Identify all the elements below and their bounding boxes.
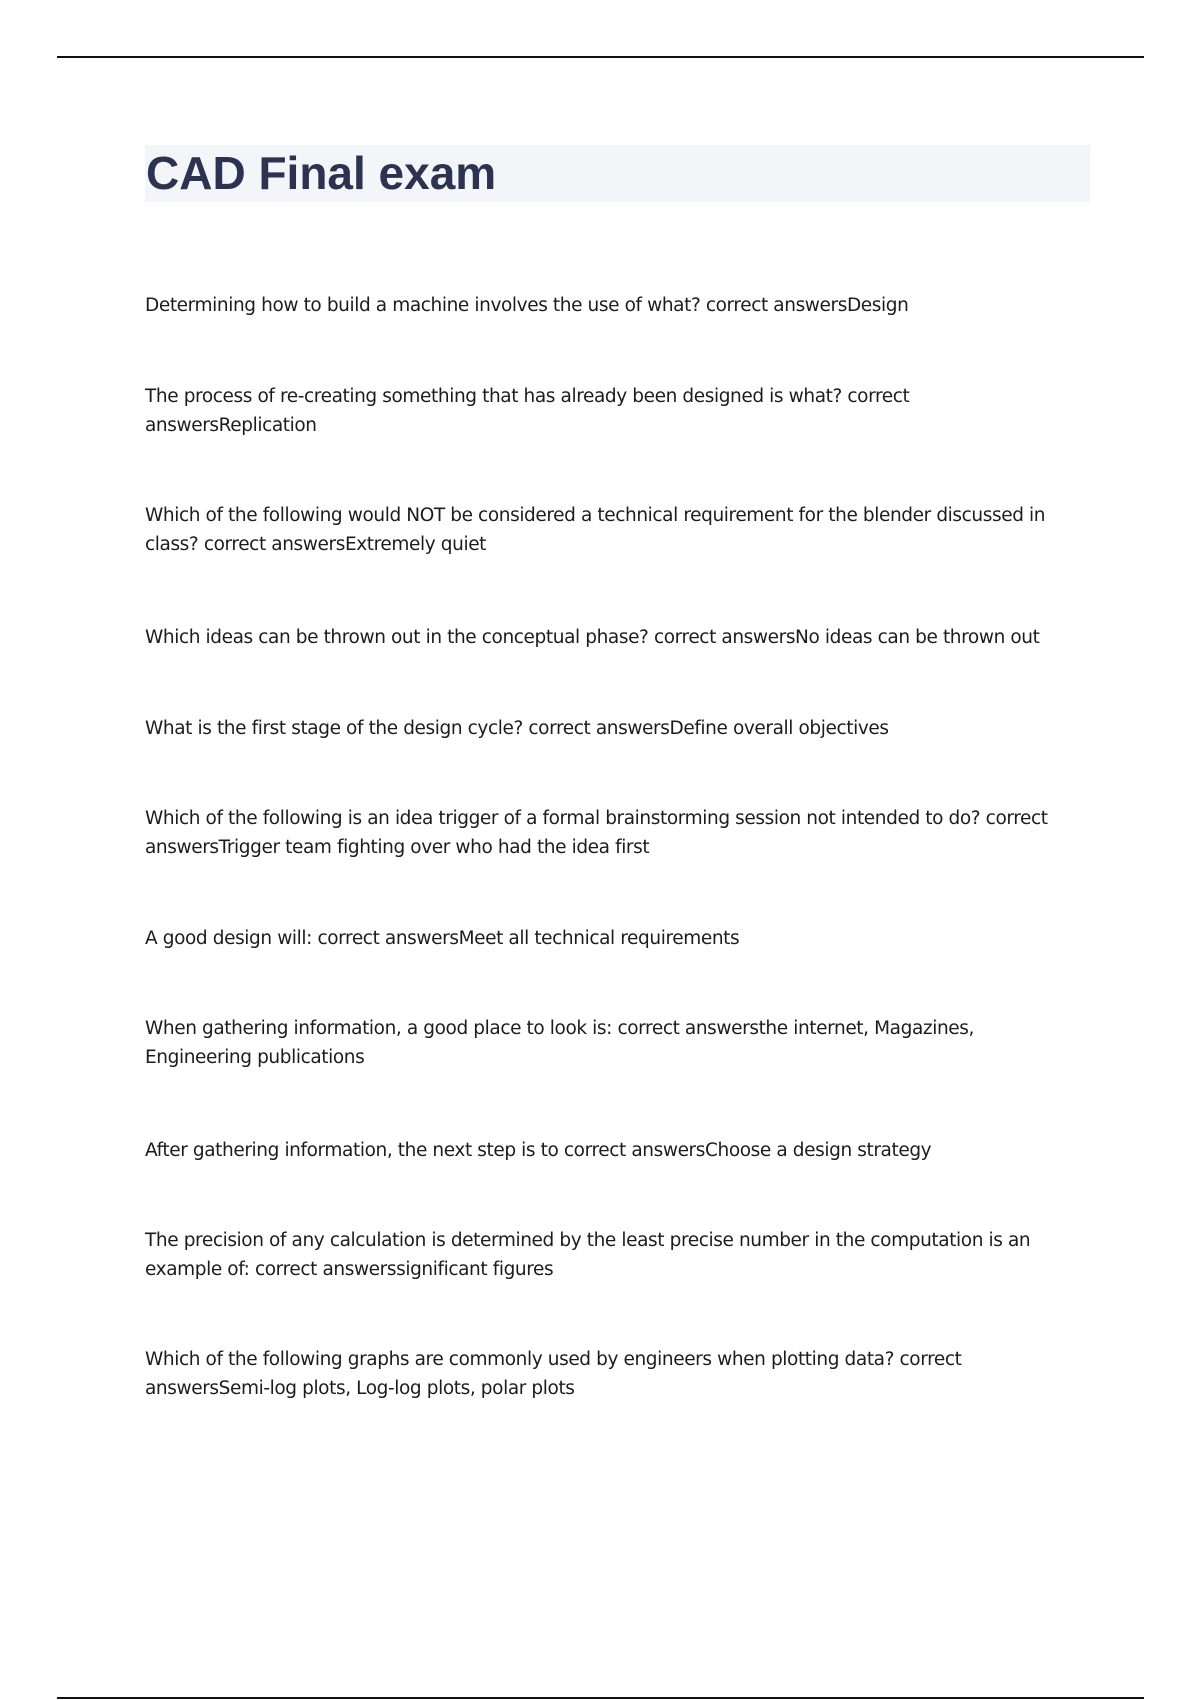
qa-item-6: Which of the following is an idea trigger of a formal brainstorming session not intended to do? correct answersTrigger team fighting over who had the idea first <box>145 808 1048 858</box>
qa-item-5: What is the first stage of the design cycle? correct answersDefine overall objectives <box>145 718 889 739</box>
qa-item-3: Which of the following would NOT be considered a technical requirement for the blender discussed in class? correct answersExtremely quiet <box>145 505 1046 555</box>
qa-item-8: When gathering information, a good place to look is: correct answersthe internet, Magazines, Engineering publications <box>145 1018 974 1068</box>
qa-item-10: The precision of any calculation is determined by the least precise number in the computation is an example of: correct answerssignificant figures <box>145 1230 1031 1280</box>
top-rule <box>57 56 1144 58</box>
qa-item-4: Which ideas can be thrown out in the conceptual phase? correct answersNo ideas can be thrown out <box>145 627 1040 648</box>
qa-item-1: Determining how to build a machine involves the use of what? correct answersDesign <box>145 295 909 316</box>
page-title: CAD Final exam <box>146 147 497 199</box>
bottom-rule <box>57 1697 1144 1699</box>
qa-item-7: A good design will: correct answersMeet all technical requirements <box>145 928 740 949</box>
qa-item-11: Which of the following graphs are commonly used by engineers when plotting data? correct answersSemi-log plots, Log-log plots, polar plots <box>145 1349 962 1399</box>
qa-item-2: The process of re-creating something that has already been designed is what? correct answersReplication <box>145 386 910 436</box>
qa-item-9: After gathering information, the next step is to correct answersChoose a design strategy <box>145 1140 932 1161</box>
